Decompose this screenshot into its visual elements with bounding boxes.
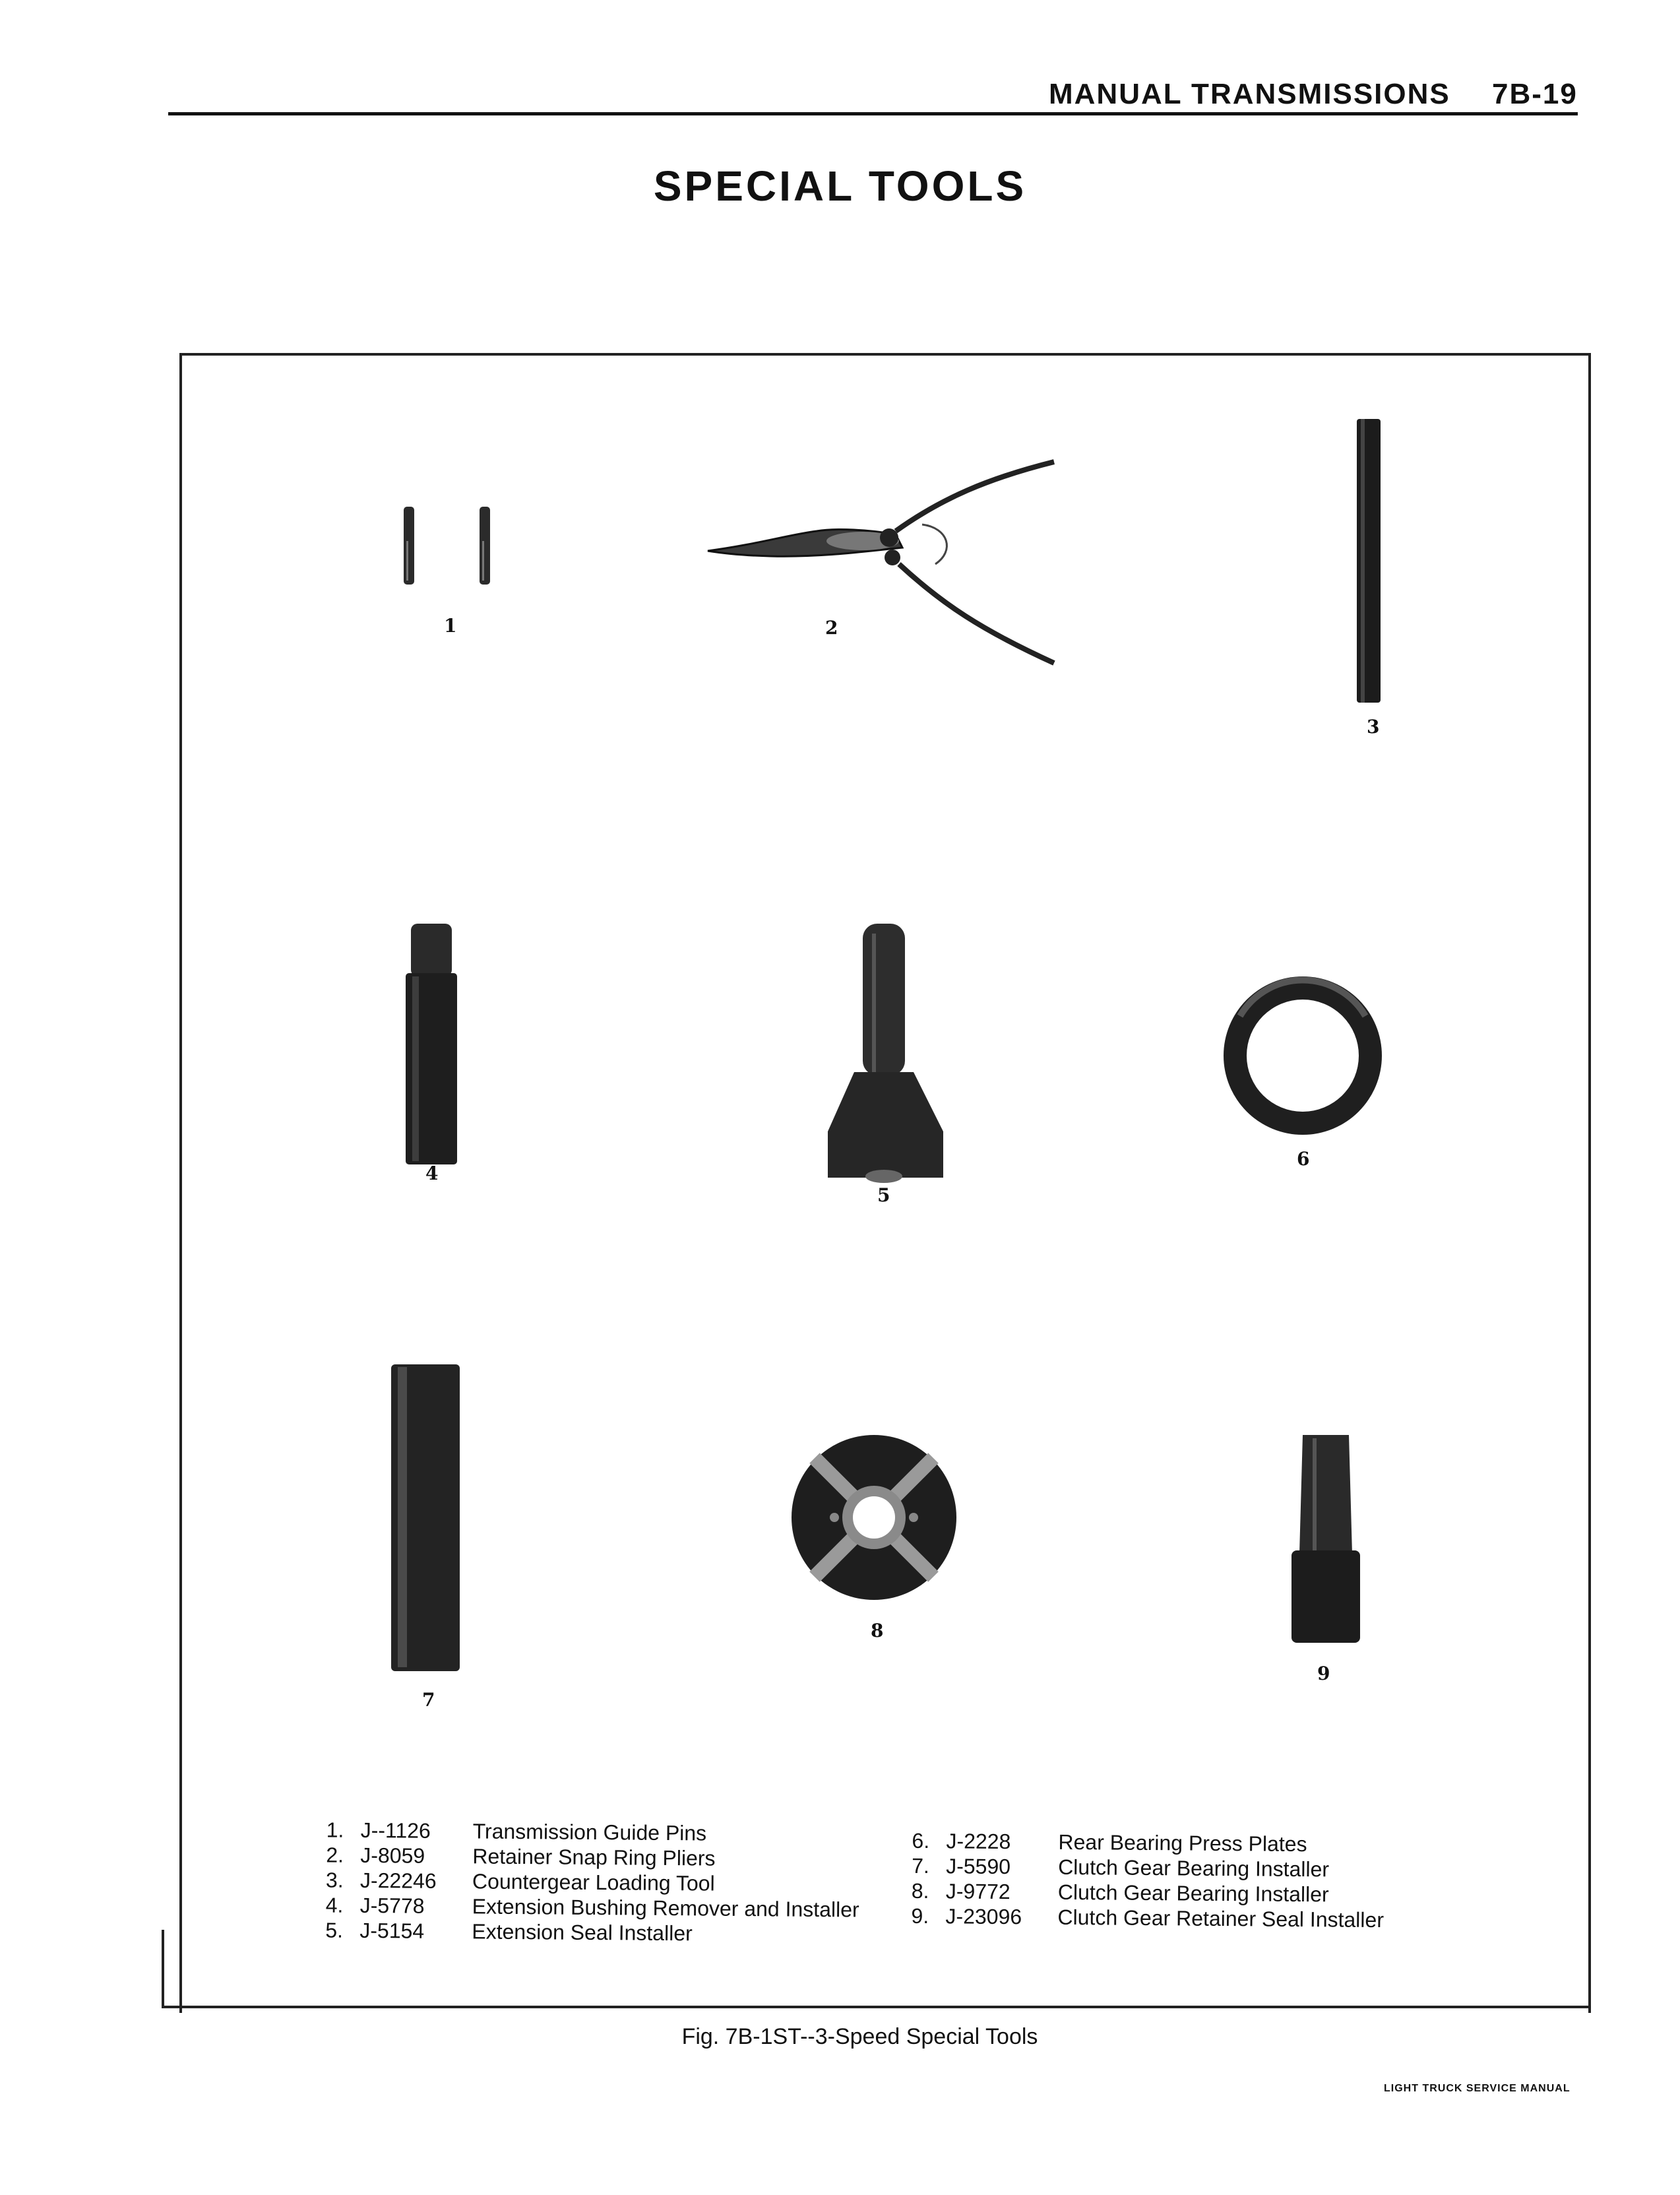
figure-number-3: 3	[1367, 716, 1380, 738]
bearing-installer-disc-image	[788, 1432, 960, 1603]
legend-row: 5. J-5154 Extension Seal Installer	[325, 1918, 693, 1946]
figure-number-4: 4	[425, 1162, 439, 1184]
page-number: 7B-19	[1492, 78, 1578, 110]
legend-row: 9. J-23096 Clutch Gear Retainer Seal Installer	[911, 1903, 1384, 1932]
legend-row: 8. J-9772 Clutch Gear Bearing Installer	[911, 1878, 1329, 1907]
figure-number-7: 7	[422, 1689, 435, 1711]
retainer-seal-installer-image	[1286, 1428, 1365, 1646]
figure-number-2: 2	[825, 617, 838, 639]
legend-row: 4. J-5778 Extension Bushing Remover and Installer	[325, 1893, 859, 1922]
figure-number-8: 8	[871, 1620, 884, 1641]
page-title: SPECIAL TOOLS	[653, 162, 1027, 210]
legend-row: 7. J-5590 Clutch Gear Bearing Installer	[912, 1853, 1330, 1882]
figure-frame-bottom	[162, 2006, 1590, 2008]
snap-ring-pliers-image	[704, 452, 1061, 670]
guide-pins-image	[392, 501, 505, 594]
countergear-loading-tool-image	[1349, 416, 1388, 706]
legend-row: 2. J-8059 Retainer Snap Ring Pliers	[326, 1843, 716, 1870]
figure-number-1: 1	[444, 615, 457, 637]
footer-text: LIGHT TRUCK SERVICE MANUAL	[1384, 2083, 1571, 2094]
press-plates-image	[1214, 970, 1392, 1141]
bearing-installer-tube-image	[386, 1359, 465, 1676]
header-rule	[168, 112, 1578, 115]
bushing-remover-image	[399, 917, 465, 1168]
figure-number-5: 5	[877, 1184, 890, 1206]
legend-row: 1. J--1126 Transmission Guide Pins	[326, 1818, 707, 1845]
figure-frame-tail	[162, 1930, 164, 2008]
figure-number-6: 6	[1297, 1148, 1310, 1170]
seal-installer-image	[824, 920, 956, 1184]
tool-legend-left	[325, 1817, 860, 1947]
figure-number-9: 9	[1317, 1663, 1330, 1684]
legend-row: 3. J-22246 Countergear Loading Tool	[325, 1868, 715, 1895]
legend-row: 6. J-2228 Rear Bearing Press Plates	[912, 1828, 1307, 1857]
section-title: MANUAL TRANSMISSIONS	[1049, 78, 1450, 110]
figure-caption: Fig. 7B-1ST--3-Speed Special Tools	[681, 2024, 1038, 2049]
tool-legend-right	[911, 1828, 1384, 1932]
